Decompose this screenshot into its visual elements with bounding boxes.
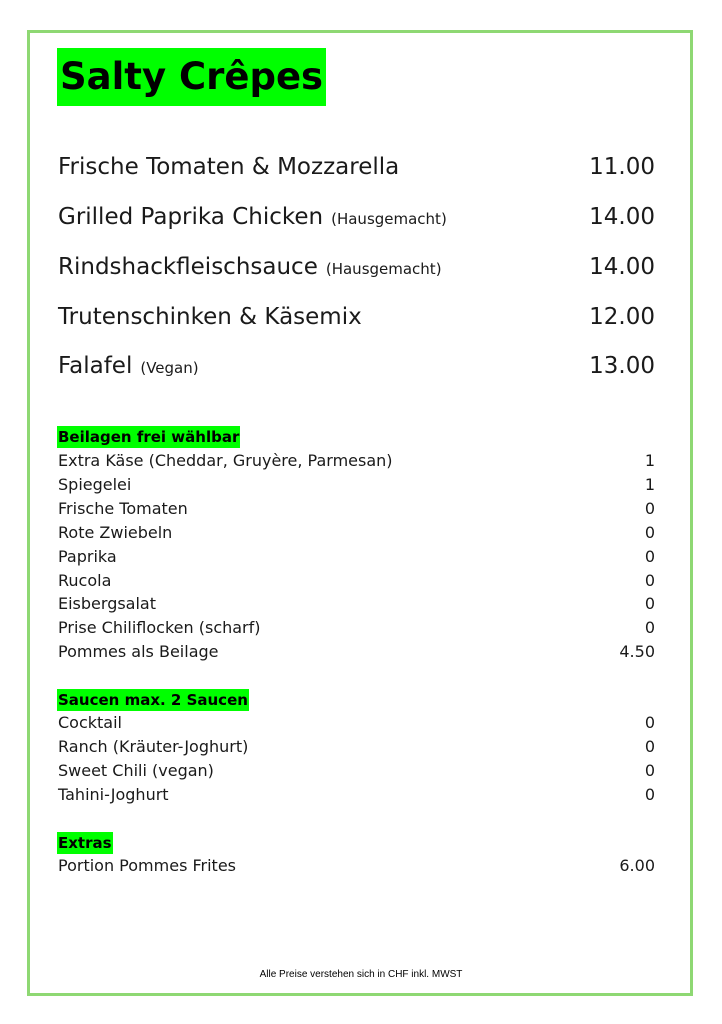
list-item: Pommes als Beilage 4.50 bbox=[58, 642, 655, 661]
list-item: Ranch (Kräuter-Joghurt) 0 bbox=[58, 737, 655, 756]
main-item-note: (Hausgemacht) bbox=[325, 260, 442, 278]
main-item-name: Rindshackfleischsauce (Hausgemacht) bbox=[58, 254, 442, 280]
section-heading-extras: Extras bbox=[58, 834, 112, 852]
main-item-note: (Hausgemacht) bbox=[331, 210, 447, 228]
list-item: Tahini-Joghurt 0 bbox=[58, 785, 655, 804]
list-item: Extra Käse (Cheddar, Gruyère, Parmesan) 1 bbox=[58, 451, 655, 470]
main-item-price: 14.00 bbox=[589, 254, 655, 280]
main-item-price: 13.00 bbox=[589, 353, 655, 379]
list-item: Spiegelei 1 bbox=[58, 475, 655, 494]
main-item-row bbox=[58, 147, 655, 187]
list-item: Portion Pommes Frites 6.00 bbox=[58, 856, 655, 875]
main-item-row bbox=[58, 247, 655, 287]
main-item-name: Grilled Paprika Chicken (Hausgemacht) bbox=[58, 204, 447, 230]
section-heading-beilagen: Beilagen frei wählbar bbox=[58, 428, 240, 446]
main-item-price: 12.00 bbox=[589, 304, 655, 330]
main-item-price: 11.00 bbox=[589, 154, 655, 180]
list-item: Sweet Chili (vegan) 0 bbox=[58, 761, 655, 780]
main-item-note: (Vegan) bbox=[140, 359, 199, 377]
list-item: Paprika 0 bbox=[58, 547, 655, 566]
main-item-name: Falafel (Vegan) bbox=[58, 353, 199, 379]
main-item-name: Trutenschinken & Käsemix bbox=[58, 304, 362, 330]
list-item: Rote Zwiebeln 0 bbox=[58, 523, 655, 542]
page-title: Salty Crêpes bbox=[57, 48, 326, 106]
main-item-row bbox=[58, 297, 655, 337]
list-item: Rucola 0 bbox=[58, 571, 655, 590]
main-item-price: 14.00 bbox=[589, 204, 655, 230]
main-item-row bbox=[58, 346, 655, 386]
list-item: Prise Chiliflocken (scharf) 0 bbox=[58, 618, 655, 637]
section-heading-saucen: Saucen max. 2 Saucen bbox=[58, 691, 248, 709]
list-item: Frische Tomaten 0 bbox=[58, 499, 655, 518]
main-item-row bbox=[58, 197, 655, 237]
list-item: Eisbergsalat 0 bbox=[58, 594, 655, 613]
list-item: Cocktail 0 bbox=[58, 713, 655, 732]
main-item-name: Frische Tomaten & Mozzarella bbox=[58, 154, 400, 180]
footer-note: Alle Preise verstehen sich in CHF inkl. MWST bbox=[259, 969, 463, 980]
